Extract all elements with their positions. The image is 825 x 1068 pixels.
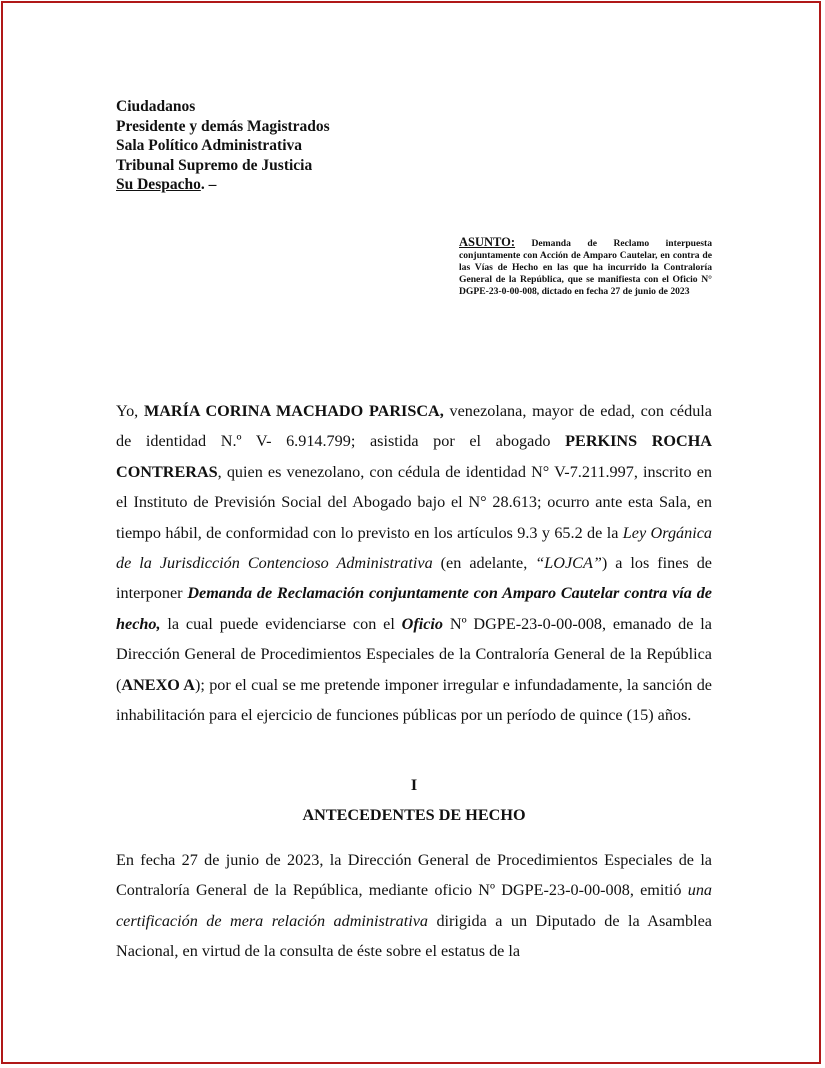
subject-label: ASUNTO:: [459, 235, 516, 249]
claim-type: Demanda de Reclamación conjuntamente con Amparo Cautelar contra vía de hecho,: [116, 584, 712, 633]
facts-paragraph: [116, 845, 712, 967]
addressee-line: Sala Político Administrativa: [116, 137, 302, 155]
text-run: venezolana, mayor de edad, con cédula de identidad N.º V- 6.914.799; asistida por el abogado: [116, 402, 712, 451]
section-number: I: [410, 776, 418, 794]
text-run: la cual puede evidenciarse con el: [160, 614, 402, 633]
subject-block: [459, 236, 712, 298]
law-name: Ley Orgánica de la Jurisdicción Contencioso Administrativa: [116, 523, 713, 573]
text-run: ); por el cual se me pretende imponer irregular e infundadamente, la sanción de inhabilitación para el ejercicio de funciones públicas por un período de quince (15) años.: [116, 675, 712, 725]
subject-text: Demanda de Reclamo interpuesta conjuntamente con Acción de Amparo Cautelar, en contra de las Vías de Hecho en las que ha incurrido la Contraloría General de la República, que se manifiesta con el Oficio N° DGPE-23-0-00-008, dictado en fecha 27 de junio de 2023: [459, 238, 712, 298]
addressee-line: Presidente y demás Magistrados: [116, 117, 330, 135]
despacho-suffix: . –: [200, 176, 217, 194]
text-run: En fecha 27 de junio de 2023, la Dirección General de Procedimientos Especiales de la Contraloría General de la República, mediante oficio Nº DGPE-23-0-00-008, emitió: [116, 851, 712, 900]
section-title: ANTECEDENTES DE HECHO: [302, 806, 526, 824]
certification-phrase: una certificación de mera relación administrativa: [116, 881, 712, 930]
addressee-line: Ciudadanos: [116, 98, 196, 115]
addressee-line: Tribunal Supremo de Justicia: [116, 156, 313, 174]
intro-paragraph: [116, 396, 712, 730]
attorney-name: PERKINS ROCHA CONTRERAS: [116, 432, 712, 481]
text-run: (en adelante,: [432, 554, 536, 573]
text-run: , quien es venezolano, con cédula de identidad N° V-7.211.997, inscrito en el Instituto de Previsión Social del Abogado bajo el N° 28.613; ocurro ante esta Sala, en tiempo hábil, de conformidad con lo previsto en los artículos 9.3 y 65.2 de la: [116, 462, 712, 542]
petitioner-name: MARÍA CORINA MACHADO PARISCA,: [143, 402, 444, 420]
text-run: Yo,: [116, 402, 144, 420]
addressee-line: [116, 175, 330, 195]
text-run: dirigida a un Diputado de la Asamblea Nacional, en virtud de la consulta de éste sobre el estatus de la: [116, 911, 712, 961]
addressee-block: [116, 97, 330, 195]
despacho-underlined: Su Despacho: [116, 176, 201, 194]
oficio-word: Oficio: [401, 614, 444, 633]
law-acronym: “LOJCA”: [535, 554, 602, 573]
annex-label: ANEXO A: [121, 675, 195, 694]
text-run: Nº DGPE-23-0-00-008, emanado de la Dirección General de Procedimientos Especiales de la Contraloría General de la República (: [116, 614, 712, 694]
text-run: ) a los fines de interponer: [116, 554, 712, 603]
